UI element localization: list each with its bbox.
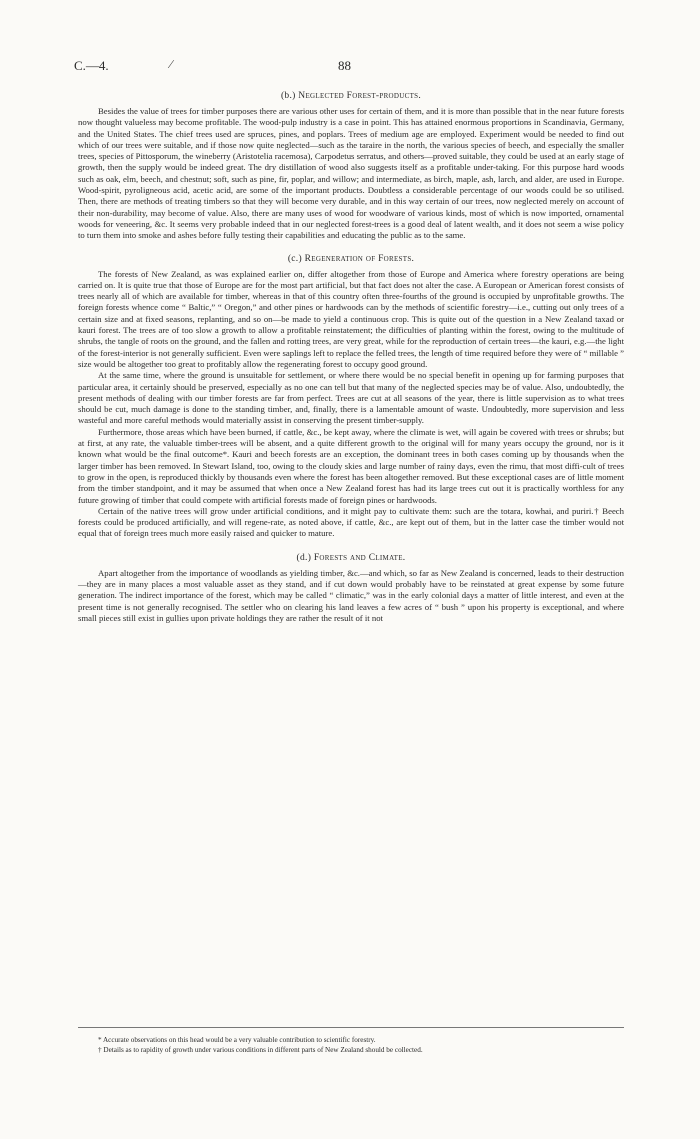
pen-mark: ∕: [170, 57, 173, 71]
footnote: † Details as to rapidity of growth under various conditions in different parts of New Zealand should be collected.: [98, 1046, 423, 1054]
section-heading-label: (c.): [287, 253, 302, 264]
paragraph: At the same time, where the ground is unsuitable for settlement, or where there would be no special benefit in opening up for farming purposes that particular area, it certainly should be preserved, especially as no one can tell but that many of the neglected species may be of value. Also, undoubtedly, the present methods of dealing with our timber forests are far from perfect. Trees are cut at all seasons of the year, there is little supervision as to what trees should be cut, much damage is done to the standing timber, and, finally, there is a lamentable amount of waste. Undoubtedly, more supervision and less wasteful and more careful methods would materially assist in conserving the present timber-supply.: [78, 370, 624, 426]
page-header: [0, 58, 700, 74]
page-number: 88: [338, 58, 351, 73]
section-neglected-forest-products: [78, 90, 624, 242]
footnote: * Accurate observations on this head would be a very valuable contribution to scientific forestry.: [98, 1036, 376, 1044]
page-body: [78, 90, 624, 624]
section-heading: [78, 90, 624, 102]
paragraph: Furthermore, those areas which have been burned, if cattle, &c., be kept away, where the climate is wet, will again be covered with trees or shrubs; but at first, at any rate, the valuable timber-trees will be absent, and a quite different growth to the original will for many years occupy the ground, nor is it known what would be the final outcome*. Kauri and beech forests are an exception, the dominant trees in both cases coming up by thousands when the larger timber has been removed. In Stewart Island, too, owing to the cloudy skies and large number of rainy days, even the rimu, that most diffi-cult of trees to grow in the open, is reproduced thickly by thousands even where the forest has been altogether removed. But these exceptional cases are of little moment from the timber standpoint, and it may be assumed that when once a New Zealand forest has had its large trees cut out it is practically worthless for any future growing of timber that could compete with artificial forests made of foreign pines or hardwoods.: [78, 426, 624, 505]
section-heading-label: (b.): [280, 91, 296, 101]
paragraph: Apart altogether from the importance of woodlands as yielding timber, &c.—and which, so far as New Zealand is concerned, leads to their destruction—they are in many places a most valuable asset as they stand, and if cut down would probably have to be reinstated at great expense by some future generation. The indirect importance of the forest, which may be called “ climatic,” was in the early colonial days a matter of little interest, and even at the present time is not generally recognised. The settler who on clearing his land leaves a few acres of “ bush ” upon his property is exceptional, and where small pieces still exist in gullies upon private holdings they are rather the result of it not: [78, 567, 624, 623]
section-heading-text: Forests and Climate.: [313, 552, 406, 563]
paragraph: Besides the value of trees for timber purposes there are various other uses for certain of them, and it is more than possible that in the near future forests now thought valueless may become profitable. The wood-pulp industry is a case in point. This has attained enormous proportions in Scandinavia, Germany, and the United States. The chief trees used are spruces, pines, and poplars. Trees of medium age are employed. Experiment would be needed to find out which of our trees were suitable, and if those now quite neglected—such as the taraire in the north, the various species of beech, and especially the smaller trees, species of Pittosporum, the wineberry (Aristotelia racemosa), Carpodetus serratus, and others—proved suitable, they could be used at an early stage of growth, then the supply would be indeed great. The dry distillation of wood also suggests itself as a profitable under-taking. For this purpose hard woods such as oak, elm, beech, and chestnut; soft, such as pine, fir, poplar, and willow; and intermediate, as birch, maple, ash, larch, and alder, are used in Europe. Wood-spirit, pyroligneous acid, acetic acid, are some of the important products. Doubtless a considerable percentage of our woods could be so utilised. Then, there are methods of treating timbers so that they will become very durable, and in this way certain of our trees, now neglected merely on account of their non-durability, may become of value. Also, there are many uses of wood for woodware of various kinds, most of which is now imported, ornamental woods for veneering, &c. It seems very probable indeed that in our neglected forest-trees is a good deal of latent wealth, and it does not seem a wise policy to turn them into smoke and ashes before fully testing their capabilities and educating the public as to the same.: [78, 106, 624, 241]
report-code: C.—4.: [74, 58, 109, 73]
section-heading-text: Neglected Forest-products.: [298, 91, 422, 101]
section-regeneration-of-forests: [78, 253, 624, 540]
section-heading-text: Regeneration of Forests.: [304, 253, 415, 264]
paragraph: Certain of the native trees will grow under artificial conditions, and it might pay to cultivate them: such are the totara, kowhai, and puriri.† Beech forests could be produced artificially, and will regene-rate, as noted above, if cattle, &c., are kept out of them, but in the latter case the timber would not equal that of foreign trees much more easily raised and quicker to mature.: [78, 505, 624, 539]
section-heading: [78, 552, 624, 564]
section-heading-label: (d.): [296, 552, 312, 563]
paragraph: The forests of New Zealand, as was explained earlier on, differ altogether from those of Europe and America where forestry operations are being carried on. It is quite true that those of Europe are for the most part artificial, but that fact does not alter the case. A European or American forest consists of trees nearly all of which are available for timber, whereas in that of this country often three-fourths of the ground is occupied by unprofitable growths. The foreign forests whence come “ Baltic,” “ Oregon,” and other pines or hardwoods can by the methods of scientific forestry—i.e., cutting out only trees of a certain size and at fixed seasons, replanting, and so on—be made to yield a continuous crop. This is quite out of the question in a New Zealand taxad or kauri forest. The trees are of too slow a growth to allow a profitable reinstatement; the difficulties of planting within the forest, owing to the multitude of shrubs, the tangle of roots on the ground, and the fallen and rotting trees, are very great, while for the reproduction of certain trees—the kauri, e.g.—the light of the forest-interior is not generally sufficient. Even were saplings left to replace the felled trees, the length of time required before they were of “ millable ” size would be altogether too great to profitably allow the regenerating forest to occupy good ground.: [78, 268, 624, 369]
section-heading: [78, 253, 624, 265]
footnotes: [78, 1027, 624, 1055]
section-forests-and-climate: [78, 552, 624, 624]
